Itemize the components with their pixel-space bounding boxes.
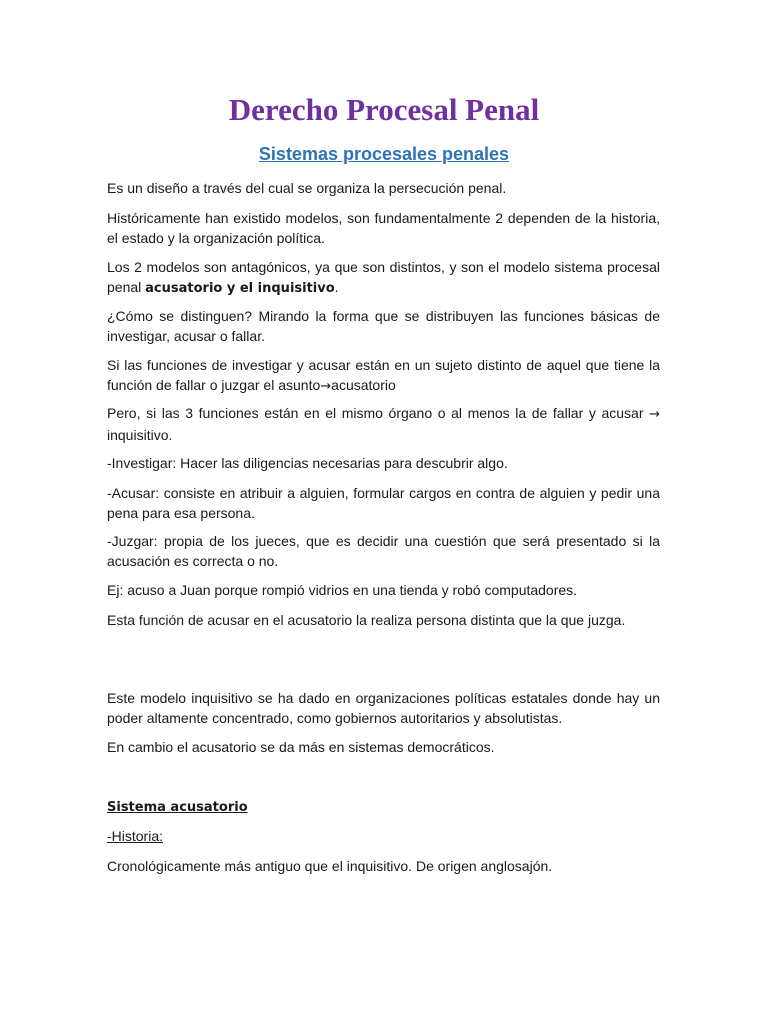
paragraph-acusatorio-term: acusatorio <box>331 377 396 393</box>
document-subtitle: Sistemas procesales penales <box>258 144 510 164</box>
arrow-right-icon: → <box>320 379 332 394</box>
paragraph-models-bold: acusatorio y el inquisitivo <box>145 281 335 296</box>
paragraph-modelo-inquisitivo: Este modelo inquisitivo se ha dado en organizaciones políticas estatales donde hay un poder altamente concentrado, como gobiernos autoritarios y absolutistas. <box>107 690 660 726</box>
paragraph-models-text: Los 2 modelos son antagónicos, ya que son distintos, y son el modelo sistema procesal penal <box>107 259 660 295</box>
history-label <box>107 826 660 846</box>
paragraph-inquisitivo-term: inquisitivo. <box>107 427 173 443</box>
paragraph-juzgar: -Juzgar: propia de los jueces, que es decidir una cuestión que será presentado si la acusación es correcta o no. <box>107 533 660 569</box>
paragraph-acusatorio-def <box>107 355 660 397</box>
paragraph-inquisitivo-text: Pero, si las 3 funciones están en el mismo órgano o al menos la de fallar y acusar <box>107 405 650 421</box>
paragraph-investigar: -Investigar: Hacer las diligencias necesarias para descubrir algo. <box>107 455 508 471</box>
paragraph-models-end: . <box>334 279 339 295</box>
section-heading-text: Sistema acusatorio <box>107 800 248 815</box>
paragraph-models-antagonic <box>107 257 660 299</box>
paragraph-cronologico: Cronológicamente más antiguo que el inquisitivo. De origen anglosajón. <box>107 858 553 874</box>
paragraph-acusar: -Acusar: consiste en atribuir a alguien, formular cargos en contra de alguien y pedir una pena para esa persona. <box>107 485 660 521</box>
document-title: Derecho Procesal Penal <box>228 92 540 127</box>
history-label-text: -Historia: <box>107 828 164 844</box>
section-heading <box>107 796 660 818</box>
paragraph-definition: Es un diseño a través del cual se organiza la persecución penal. <box>107 180 507 196</box>
arrow-right-icon: → <box>649 407 660 422</box>
paragraph-inquisitivo-def <box>107 403 660 445</box>
paragraph-acusatorio-democratico: En cambio el acusatorio se da más en sistemas democráticos. <box>107 739 495 755</box>
paragraph-funcion-acusar: Esta función de acusar en el acusatorio la realiza persona distinta que la que juzga. <box>107 612 626 628</box>
paragraph-how-distinguish: ¿Cómo se distinguen? Mirando la forma que se distribuyen las funciones básicas de investigar, acusar o fallar. <box>107 308 660 344</box>
paragraph-history-models: Históricamente han existido modelos, son fundamentalmente 2 dependen de la historia, el estado y la organización política. <box>107 210 660 246</box>
paragraph-example: Ej: acuso a Juan porque rompió vidrios en una tienda y robó computadores. <box>107 582 578 598</box>
paragraph-acusatorio-text: Si las funciones de investigar y acusar están en un sujeto distinto de aquel que tiene la función de fallar o juzgar el asunto <box>107 357 660 393</box>
